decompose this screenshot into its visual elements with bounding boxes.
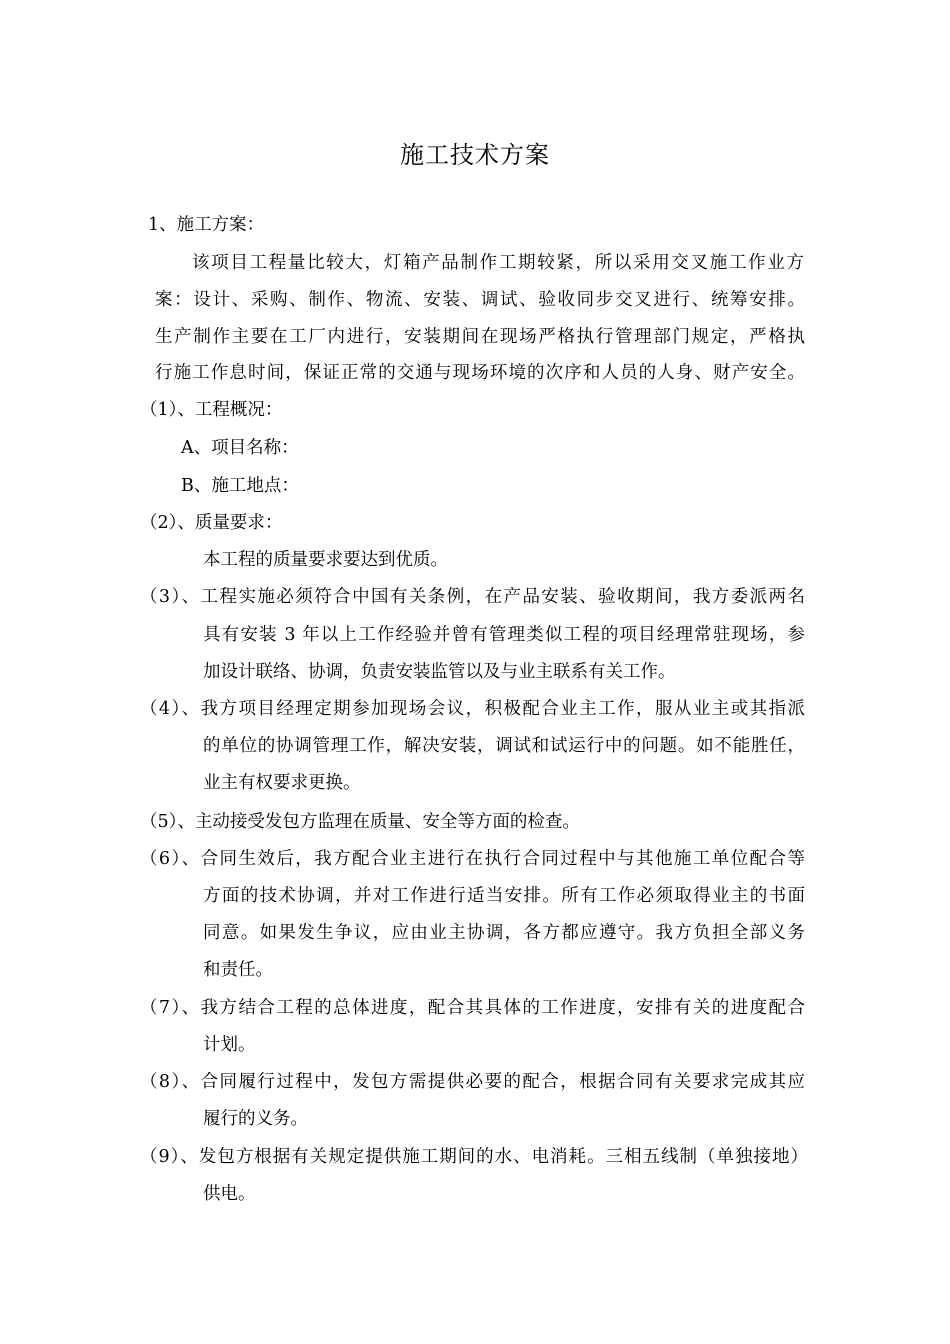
paragraph-line: 案：设计、采购、制作、物流、安装、调试、验收同步交叉进行、统筹安排。 <box>155 290 805 310</box>
document-title: 施工技术方案 <box>400 141 550 169</box>
section-heading: 1、施工方案： <box>148 215 265 235</box>
paragraph-line: 生产制作主要在工厂内进行，安装期间在现场严格执行管理部门规定，严格执 <box>155 327 805 347</box>
item-line: 和责任。 <box>203 960 273 980</box>
item-line: 同意。如果发生争议，应由业主协调，各方都应遵守。我方负担全部义务 <box>203 923 805 943</box>
item-heading: （1）、工程概况： <box>140 400 283 420</box>
item-line: （8）、合同履行过程中，发包方需提供必要的配合，根据合同有关要求完成其应 <box>140 1072 805 1092</box>
paragraph-line: 行施工作息时间，保证正常的交通与现场环境的次序和人员的人身、财产安全。 <box>155 363 805 383</box>
project-name-label: A、项目名称： <box>181 438 299 458</box>
item-line: （3）、工程实施必须符合中国有关条例，在产品安装、验收期间，我方委派两名 <box>140 587 805 607</box>
project-location-label: B、施工地点： <box>181 476 299 496</box>
item-line: 供电。 <box>203 1184 256 1204</box>
item-line: 具有安装 3 年以上工作经验并曾有管理类似工程的项目经理常驻现场，参 <box>203 625 805 645</box>
item-line: （7）、我方结合工程的总体进度，配合其具体的工作进度，安排有关的进度配合 <box>140 998 805 1018</box>
item-line: 的单位的协调管理工作，解决安装，调试和试运行中的问题。如不能胜任， <box>203 736 805 756</box>
item-line: 加设计联络、协调，负责安装监管以及与业主联系有关工作。 <box>203 662 676 682</box>
item-line: 业主有权要求更换。 <box>203 773 361 793</box>
item-line: （5）、主动接受发包方监理在质量、安全等方面的检查。 <box>140 812 580 832</box>
item-line: 计划。 <box>203 1035 256 1055</box>
paragraph-line: 该项目工程量比较大，灯箱产品制作工期较紧，所以采用交叉施工作业方 <box>192 253 804 273</box>
item-line: 方面的技术协调，并对工作进行适当安排。所有工作必须取得业主的书面 <box>203 886 805 906</box>
item-text: 本工程的质量要求要达到优质。 <box>203 550 448 570</box>
item-line: （4）、我方项目经理定期参加现场会议，积极配合业主工作，服从业主或其指派 <box>140 699 805 719</box>
item-heading: （2）、质量要求： <box>140 513 283 533</box>
item-line: 履行的义务。 <box>203 1109 308 1129</box>
item-line: （6）、合同生效后，我方配合业主进行在执行合同过程中与其他施工单位配合等 <box>140 849 805 869</box>
item-line: （9）、发包方根据有关规定提供施工期间的水、电消耗。三相五线制（单独接地） <box>140 1147 808 1167</box>
